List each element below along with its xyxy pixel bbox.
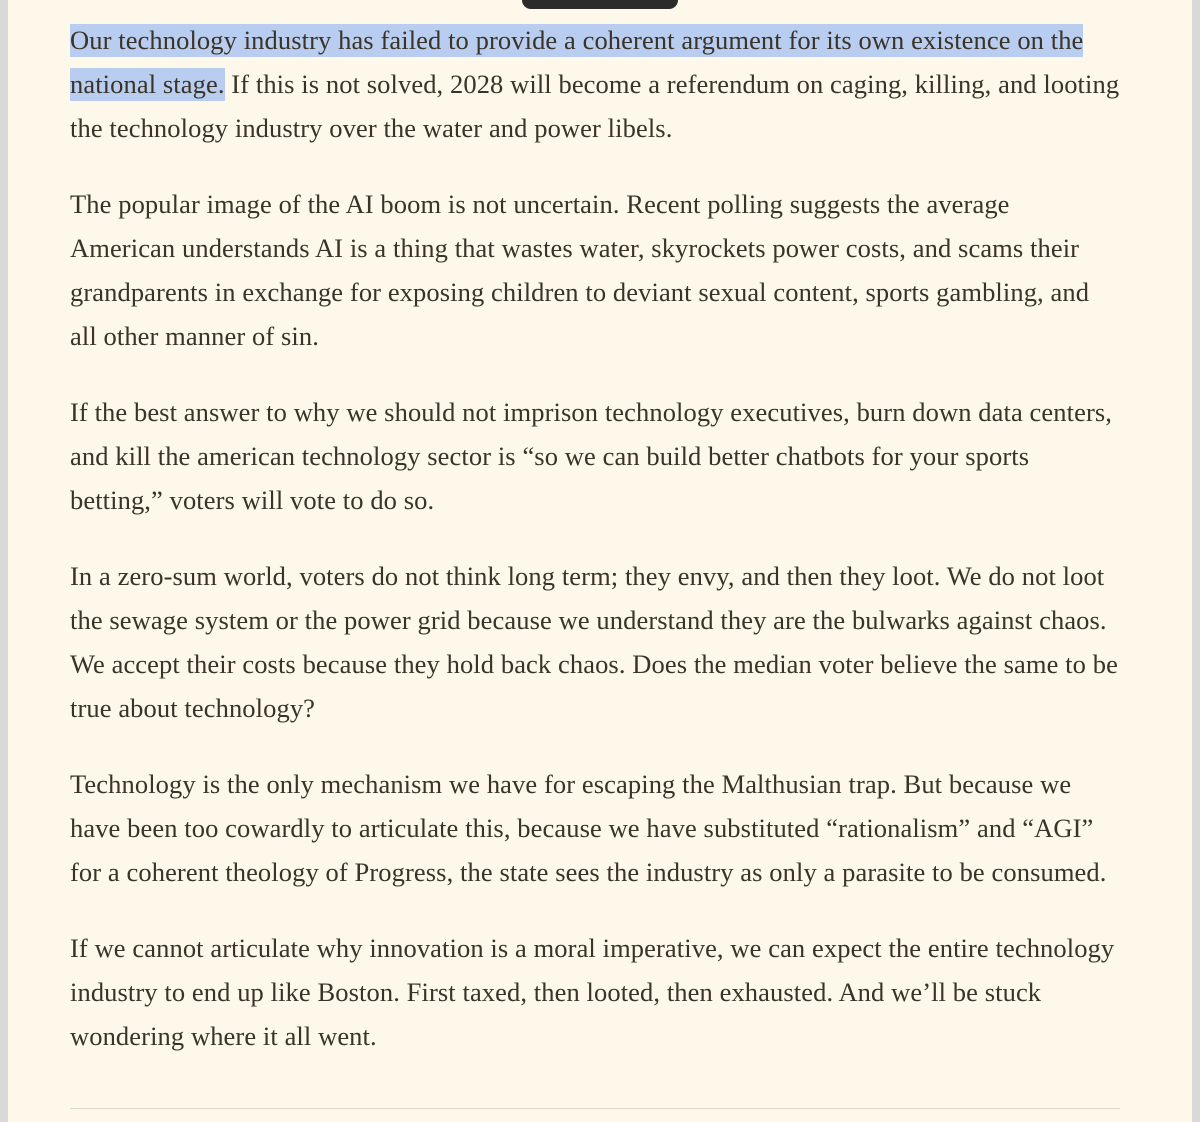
paragraph-5: Technology is the only mechanism we have for escaping the Malthusian trap. But because we have been too cowardly to articulate this, because we have substituted “rationalism” and “AGI” for a coherent theology of Progress, the state sees the industry as only a parasite to be consumed.	[70, 769, 1107, 887]
device-notch	[522, 0, 678, 9]
device-left-bezel	[0, 0, 8, 1122]
paragraph-6: If we cannot articulate why innovation is a moral imperative, we can expect the entire technology industry to end up like Boston. First taxed, then looted, then exhausted. And we’ll be stuck wondering where it all went.	[70, 933, 1115, 1051]
paragraph-1	[70, 18, 1120, 150]
paragraph-2: The popular image of the AI boom is not uncertain. Recent polling suggests the average American understands AI is a thing that wastes water, skyrockets power costs, and scams their grandparents in exchange for exposing children to deviant sexual content, sports gambling, and all other manner of sin.	[70, 189, 1090, 351]
paragraph-4: In a zero-sum world, voters do not think long term; they envy, and then they loot. We do not loot the sewage system or the power grid because we understand they are the bulwarks against chaos. We accept their costs because they hold back chaos. Does the median voter believe the same to be true about technology?	[70, 561, 1118, 723]
paragraph-1-remainder: If this is not solved, 2028 will become a referendum on caging, killing, and looting the technology industry over the water and power libels.	[70, 69, 1120, 143]
article-body	[70, 18, 1120, 1058]
device-right-bezel	[1192, 0, 1200, 1122]
section-divider	[70, 1108, 1120, 1109]
highlighted-selection[interactable]: Our technology industry has failed to provide a coherent argument for its own existence on the national stage.	[70, 25, 1084, 99]
paragraph-3: If the best answer to why we should not imprison technology executives, burn down data centers, and kill the american technology sector is “so we can build better chatbots for your sports betting,” voters will vote to do so.	[70, 397, 1113, 515]
